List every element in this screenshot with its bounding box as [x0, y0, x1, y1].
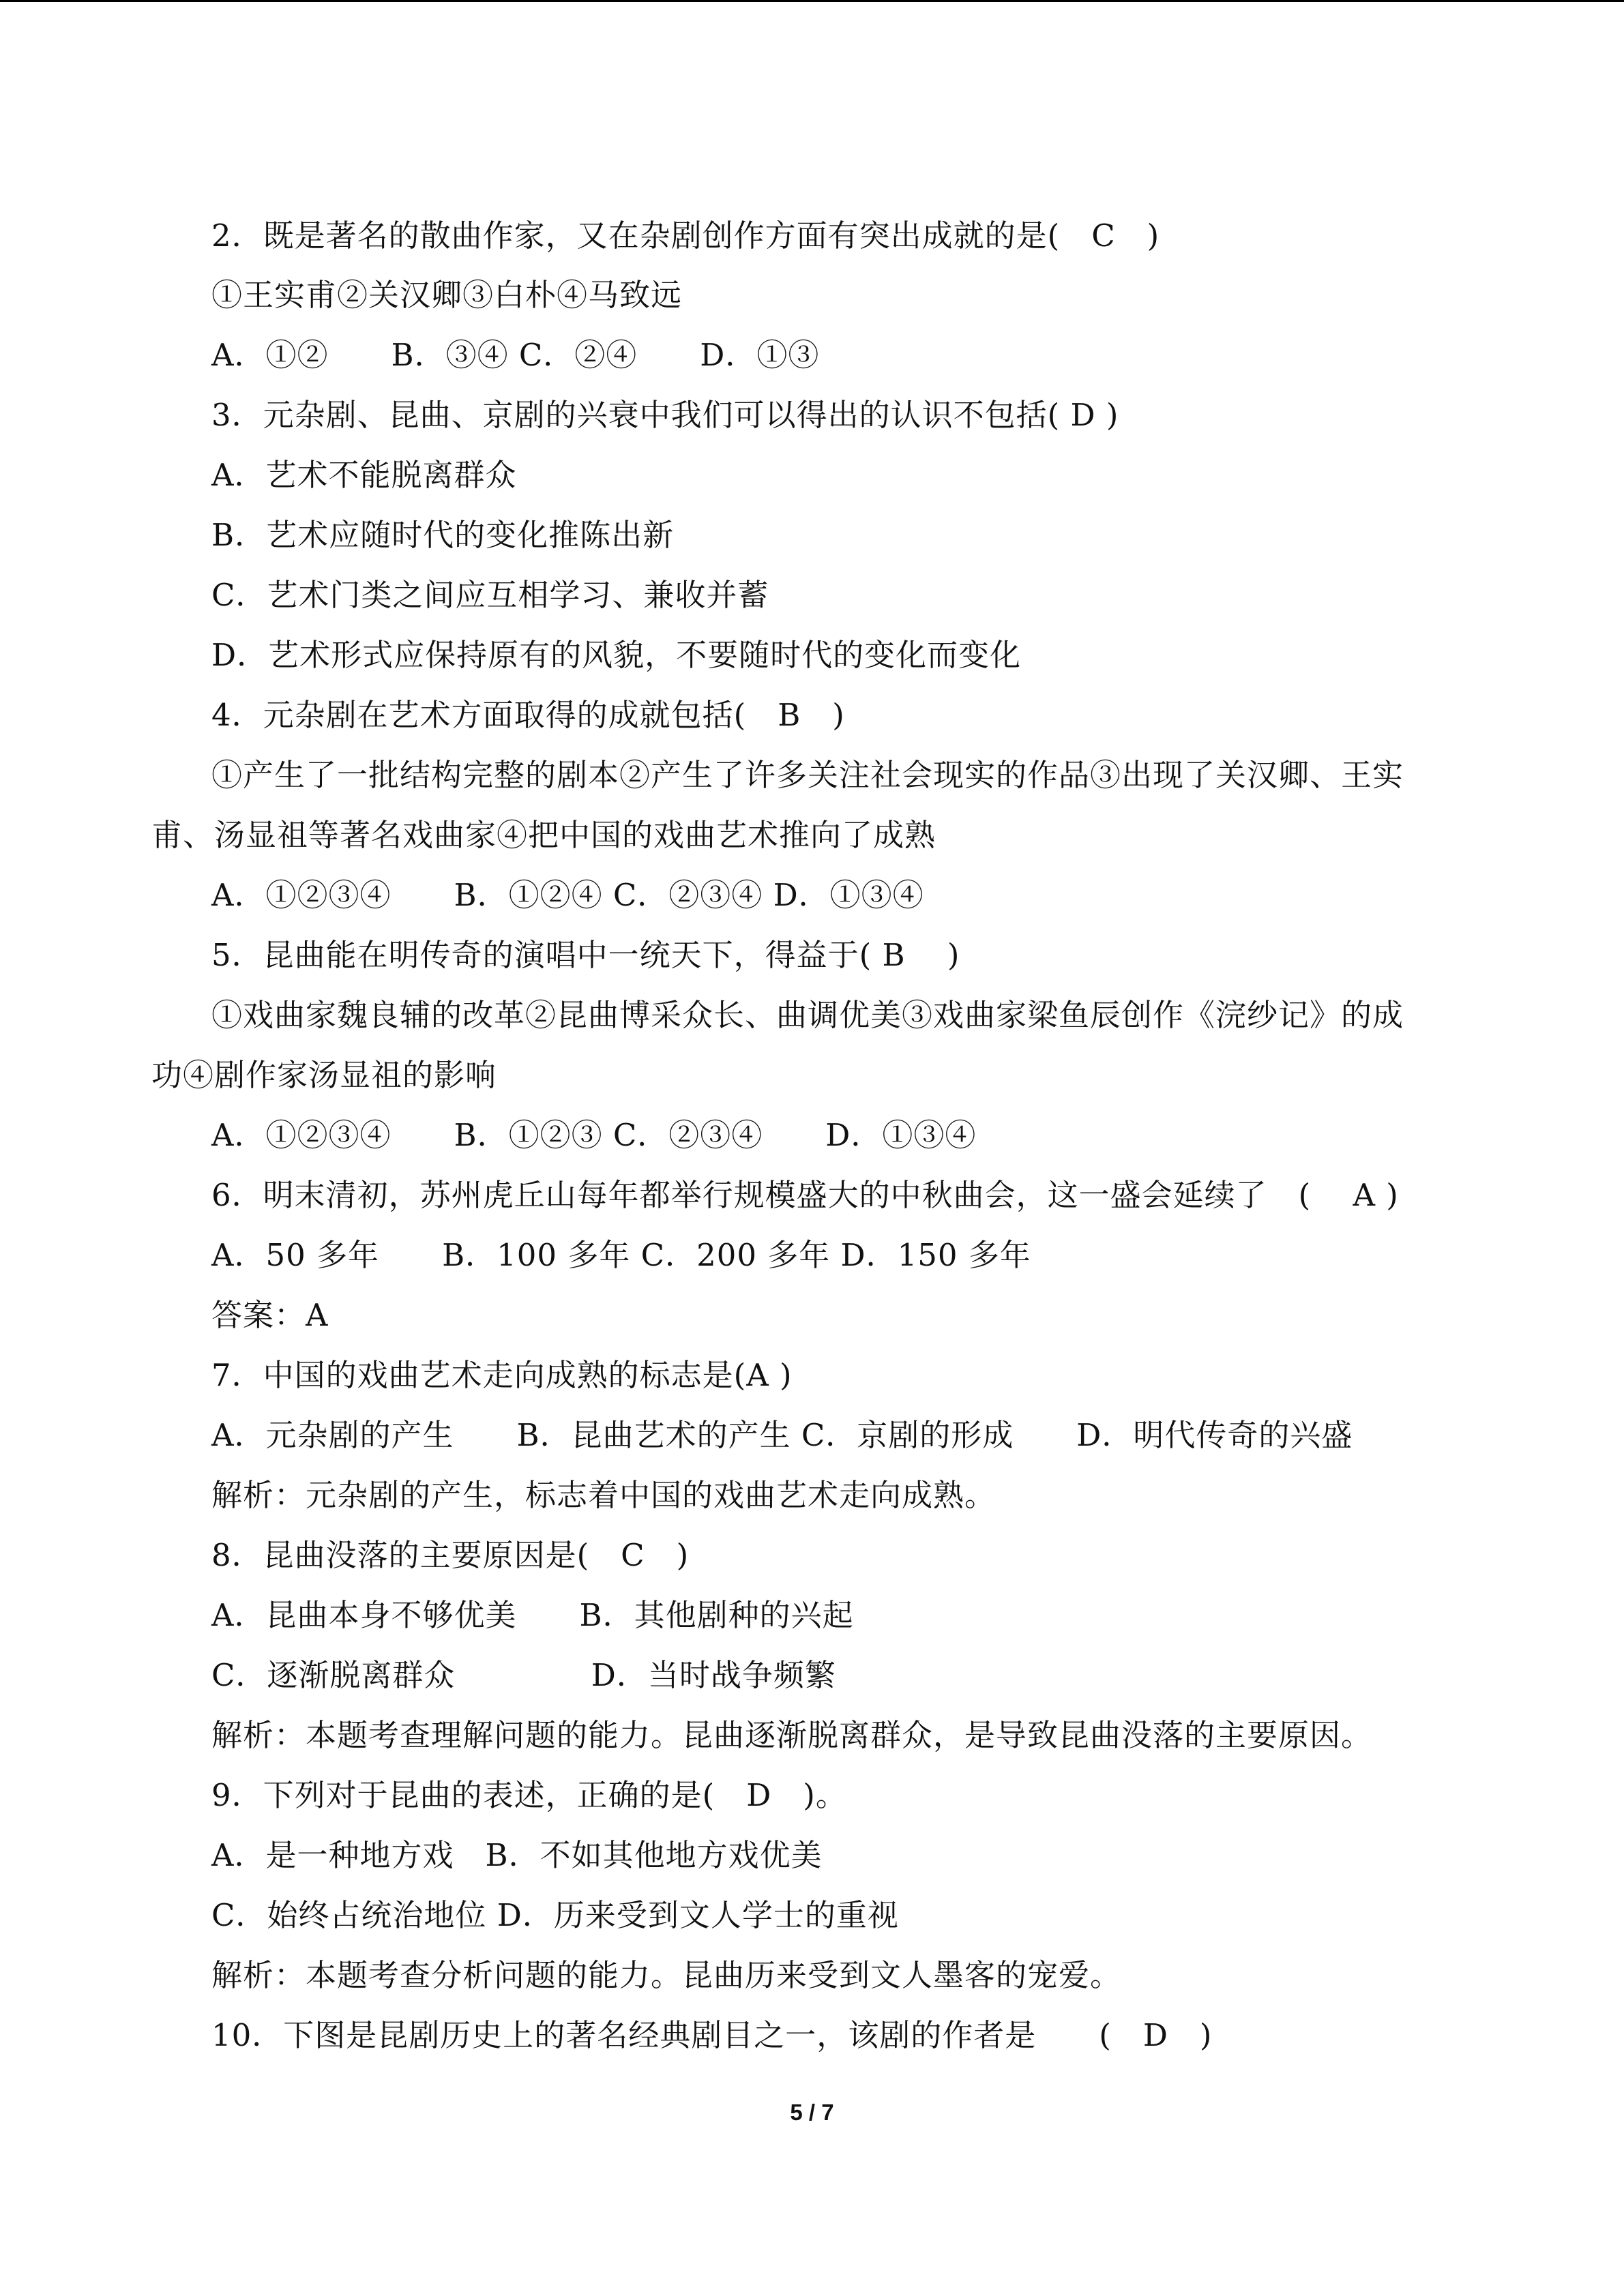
question-4-items-line1: ①产生了一批结构完整的剧本②产生了许多关注社会现实的作品③出现了关汉卿、王实	[211, 757, 1404, 793]
question-5-items-line2: 功④剧作家汤显祖的影响	[151, 1057, 497, 1093]
question-8-explanation: 解析：本题考查理解问题的能力。昆曲逐渐脱离群众，是导致昆曲没落的主要原因。	[211, 1717, 1373, 1753]
question-9-stem: 9．下列对于昆曲的表述，正确的是( D )。	[211, 1777, 847, 1813]
question-8-stem: 8．昆曲没落的主要原因是( C )	[211, 1537, 690, 1573]
question-4-options: A．①②③④ B．①②④ C．②③④ D．①③④	[211, 877, 924, 913]
question-6-stem: 6．明末清初，苏州虎丘山每年都举行规模盛大的中秋曲会，这一盛会延续了 ( A )	[211, 1177, 1399, 1213]
question-2-items: ①王实甫②关汉卿③白朴④马致远	[211, 277, 683, 313]
question-4-stem: 4．元杂剧在艺术方面取得的成就包括( B )	[211, 697, 845, 733]
question-6-answer: 答案：A	[211, 1297, 329, 1333]
question-3-option-a: A．艺术不能脱离群众	[211, 457, 517, 493]
question-7-stem: 7．中国的戏曲艺术走向成熟的标志是(A )	[211, 1357, 793, 1393]
question-3-option-b: B．艺术应随时代的变化推陈出新	[211, 517, 675, 553]
question-4-items-line2: 甫、汤显祖等著名戏曲家④把中国的戏曲艺术推向了成熟	[151, 817, 936, 853]
question-8-options-ab: A．昆曲本身不够优美 B．其他剧种的兴起	[211, 1597, 854, 1633]
question-2-options: A．①② B．③④ C．②④ D．①③	[211, 337, 820, 373]
question-5-items-line1: ①戏曲家魏良辅的改革②昆曲博采众长、曲调优美③戏曲家梁鱼辰创作《浣纱记》的成	[211, 997, 1404, 1033]
question-9-explanation: 解析：本题考查分析问题的能力。昆曲历来受到文人墨客的宠爱。	[211, 1957, 1122, 1993]
question-8-options-cd: C．逐渐脱离群众 D．当时战争频繁	[211, 1657, 836, 1693]
question-3-option-d: D．艺术形式应保持原有的风貌，不要随时代的变化而变化	[211, 637, 1022, 673]
question-5-options: A．①②③④ B．①②③ C．②③④ D．①③④	[211, 1117, 977, 1153]
question-7-options: A．元杂剧的产生 B．昆曲艺术的产生 C．京剧的形成 D．明代传奇的兴盛	[211, 1417, 1353, 1453]
question-2-stem: 2．既是著名的散曲作家，又在杂剧创作方面有突出成就的是( C )	[211, 218, 1160, 254]
question-6-options: A．50 多年 B．100 多年 C．200 多年 D．150 多年	[211, 1237, 1031, 1273]
question-5-stem: 5．昆曲能在明传奇的演唱中一统天下，得益于( B )	[211, 937, 960, 973]
question-3-option-c: C．艺术门类之间应互相学习、兼收并蓄	[211, 577, 769, 613]
question-9-options-cd: C．始终占统治地位 D．历来受到文人学士的重视	[211, 1897, 899, 1933]
question-3-stem: 3．元杂剧、昆曲、京剧的兴衰中我们可以得出的认识不包括( D )	[211, 397, 1119, 433]
question-10-stem: 10．下图是昆剧历史上的著名经典剧目之一，该剧的作者是 ( D )	[211, 2017, 1213, 2053]
question-7-explanation: 解析：元杂剧的产生，标志着中国的戏曲艺术走向成熟。	[211, 1477, 996, 1513]
page-number: 5 / 7	[790, 2100, 834, 2125]
question-9-options-ab: A．是一种地方戏 B．不如其他地方戏优美	[211, 1837, 823, 1873]
